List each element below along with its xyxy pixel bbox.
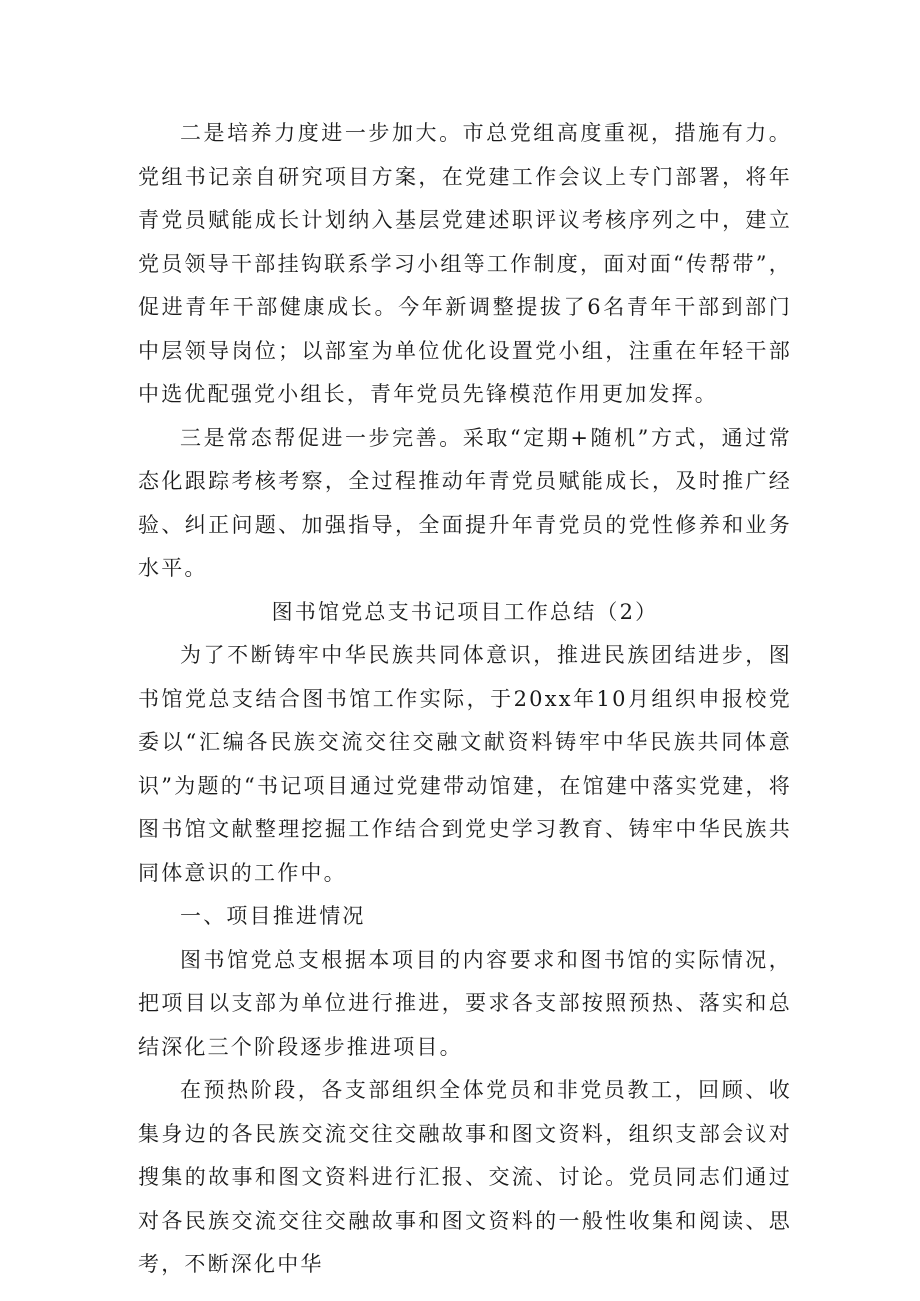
- subheading-project-progress: 一、项目推进情况: [180, 904, 366, 928]
- paragraph-regular-support: 三是常态帮促进一步完善。采取“定期+随机”方式，通过常态化跟踪考核考察，全过程推动年青党员赋能成长，及时推广经验、纠正问题、加强指导，全面提升年青党员的党性修养和业务水平。: [138, 425, 792, 580]
- document-body: [138, 112, 792, 1287]
- section-heading: 图书馆党总支书记项目工作总结（2）: [271, 599, 659, 624]
- paragraph-project-phases: 图书馆党总支根据本项目的内容要求和图书馆的实际情况，把项目以支部为单位进行推进，要求各支部按照预热、落实和总结深化三个阶段逐步推进项目。: [138, 947, 792, 1059]
- paragraph-warmup-phase: 在预热阶段，各支部组织全体党员和非党员教工，回顾、收集身边的各民族交流交往交融故事和图文资料，组织支部会议对搜集的故事和图文资料进行汇报、交流、讨论。党员同志们通过对各民族交流交往交融故事和图文资料的一般性收集和阅读、思考，不断深化中华: [138, 1078, 792, 1276]
- paragraph-project-intro: 为了不断铸牢中华民族共同体意识，推进民族团结进步，图书馆党总支结合图书馆工作实际，于20xx年10月组织申报校党委以“汇编各民族交流交往交融文献资料铸牢中华民族共同体意识”为题的“书记项目通过党建带动馆建，在馆建中落实党建，将图书馆文献整理挖掘工作结合到党史学习教育、铸牢中华民族共同体意识的工作中。: [138, 643, 792, 885]
- paragraph-training-efforts: 二是培养力度进一步加大。市总党组高度重视，措施有力。党组书记亲自研究项目方案，在党建工作会议上专门部署，将年青党员赋能成长计划纳入基层党建述职评议考核序列之中，建立党员领导干部挂钩联系学习小组等工作制度，面对面“传帮带”，促进青年干部健康成长。今年新调整提拔了6名青年干部到部门中层领导岗位；以部室为单位优化设置党小组，注重在年轻干部中选优配强党小组长，青年党员先锋模范作用更加发挥。: [138, 121, 792, 406]
